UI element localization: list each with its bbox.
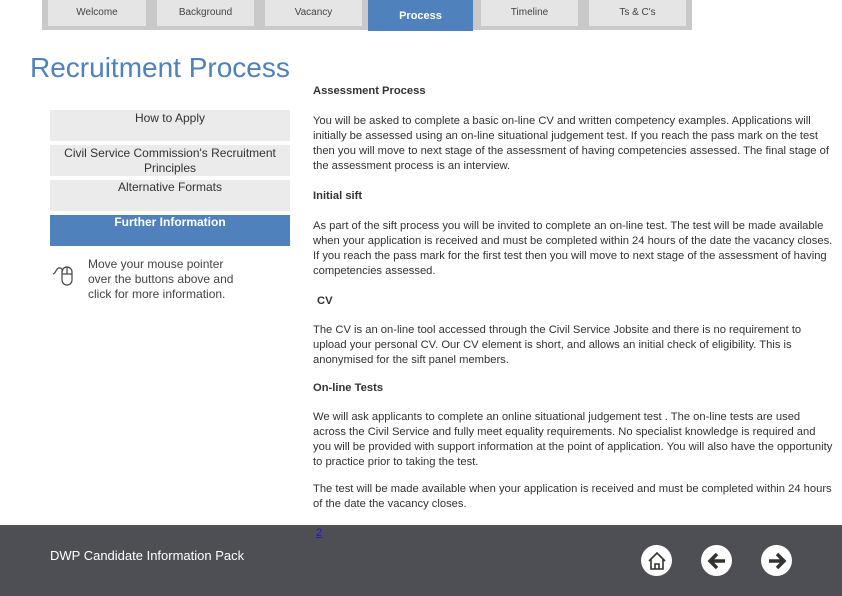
paragraph-cv: The CV is an on-line tool accessed through the Civil Service Jobsite and there is no requirement to upload your personal CV. Our CV element is short, and allows an initial check of eligibility. This is anonymised for the sift panel members. [313, 324, 802, 366]
page-title: Recruitment Process [30, 52, 290, 83]
heading-assessment-process: Assessment Process [313, 85, 426, 97]
hint-text: Move your mouse pointer over the buttons above and click for more information. [88, 257, 234, 301]
paragraph-test-timing: The test will be made available when your application is received and must be completed within 24 hours of the date the vacancy closes. [313, 483, 832, 510]
sidebar-item-alternative-formats[interactable]: Alternative Formats [50, 180, 290, 211]
paragraph-initial-sift: As part of the sift process you will be invited to complete an on-line test. The test will be made available when your application is received and must be completed within 24 hours of the date the vacancy closes. If you reach the pass mark for the first test then you will move to next stage of the assessment of having competencies assessed. [313, 220, 833, 277]
paragraph-online-tests: We will ask applicants to complete an online situational judgement test . The on-line tests are used across the Civil Service and fully meet equality requirements. No specialist knowledge is required and you will be provided with support information at the point of application. You will also have the opportunity to practice prior to taking the test. [313, 411, 833, 468]
arrow-right-icon [766, 550, 788, 572]
heading-initial-sift: Initial sift [313, 190, 363, 202]
mouse-icon [52, 262, 78, 288]
back-button[interactable] [701, 545, 732, 576]
page-number-link[interactable]: 2 [316, 527, 323, 539]
tab-process[interactable]: Process [368, 0, 473, 31]
next-button[interactable] [761, 545, 792, 576]
tab-terms[interactable]: Ts & C's [589, 0, 686, 26]
arrow-left-icon [706, 550, 728, 572]
tab-welcome[interactable]: Welcome [48, 0, 146, 26]
tab-background[interactable]: Background [157, 0, 254, 26]
sidebar-item-recruitment-principles[interactable]: Civil Service Commission's Recruitment Principles [50, 145, 290, 176]
heading-online-tests: On-line Tests [313, 382, 384, 394]
heading-cv: CV [317, 295, 333, 307]
paragraph-assessment: You will be asked to complete a basic on-line CV and written competency examples. Applications will initially be assessed using an on-line situational judgement test. If you reach the pass mark on the test then you will move to next stage of the assessment of having competencies assessed. The final stage of the assessment process is an interview. [313, 115, 829, 172]
tab-vacancy[interactable]: Vacancy [265, 0, 362, 26]
sidebar-item-further-information[interactable]: Further Information [50, 215, 290, 246]
footer-title: DWP Candidate Information Pack [50, 548, 245, 563]
tab-timeline[interactable]: Timeline [481, 0, 578, 26]
home-icon [646, 550, 668, 572]
sidebar-item-how-to-apply[interactable]: How to Apply [50, 110, 290, 141]
home-button[interactable] [641, 545, 672, 576]
